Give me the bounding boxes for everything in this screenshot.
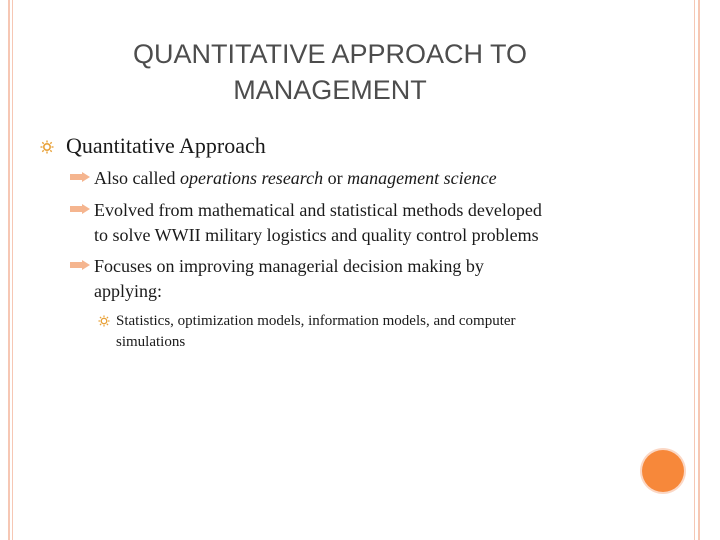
level2-item-1-part-2: operations research <box>179 168 324 188</box>
title-line-1: QUANTITATIVE APPROACH TO <box>132 39 528 69</box>
left-border-line <box>8 0 10 540</box>
level3-item-line-2: simulations <box>116 334 186 350</box>
level2-item-1-part-3: or <box>323 168 348 188</box>
level1-item: Quantitative Approach <box>66 133 266 158</box>
level2-item-1-part-4: management science <box>347 168 497 188</box>
level2-item-3-line-1: Focuses on improving managerial decision making by <box>94 256 484 276</box>
level2-item-3-line-2: applying: <box>94 281 162 301</box>
sun-bullet-icon <box>40 140 54 154</box>
sun-bullet-small-icon <box>98 315 110 327</box>
slide-title <box>60 36 600 108</box>
level2-item-1-part-1: Also called <box>94 168 180 188</box>
decorative-orange-circle <box>642 450 684 492</box>
title-line-2: MANAGEMENT <box>233 75 427 105</box>
level2-item-2-line-1: Evolved from mathematical and statistical methods developed <box>94 200 542 220</box>
right-border-line <box>698 0 700 540</box>
level2-item-2-line-2: to solve WWII military logistics and quality control problems <box>94 225 539 245</box>
arrow-bullet-icon <box>70 204 90 214</box>
level2-item-3 <box>94 254 654 304</box>
right-border-line-inner <box>694 0 695 540</box>
level3-item <box>116 311 636 353</box>
arrow-bullet-icon <box>70 260 90 270</box>
left-border-line-inner <box>12 0 13 540</box>
level3-item-line-1: Statistics, optimization models, information models, and computer <box>116 313 516 329</box>
arrow-bullet-icon <box>70 172 90 182</box>
level2-item-1 <box>94 166 654 191</box>
level2-item-2 <box>94 198 654 248</box>
